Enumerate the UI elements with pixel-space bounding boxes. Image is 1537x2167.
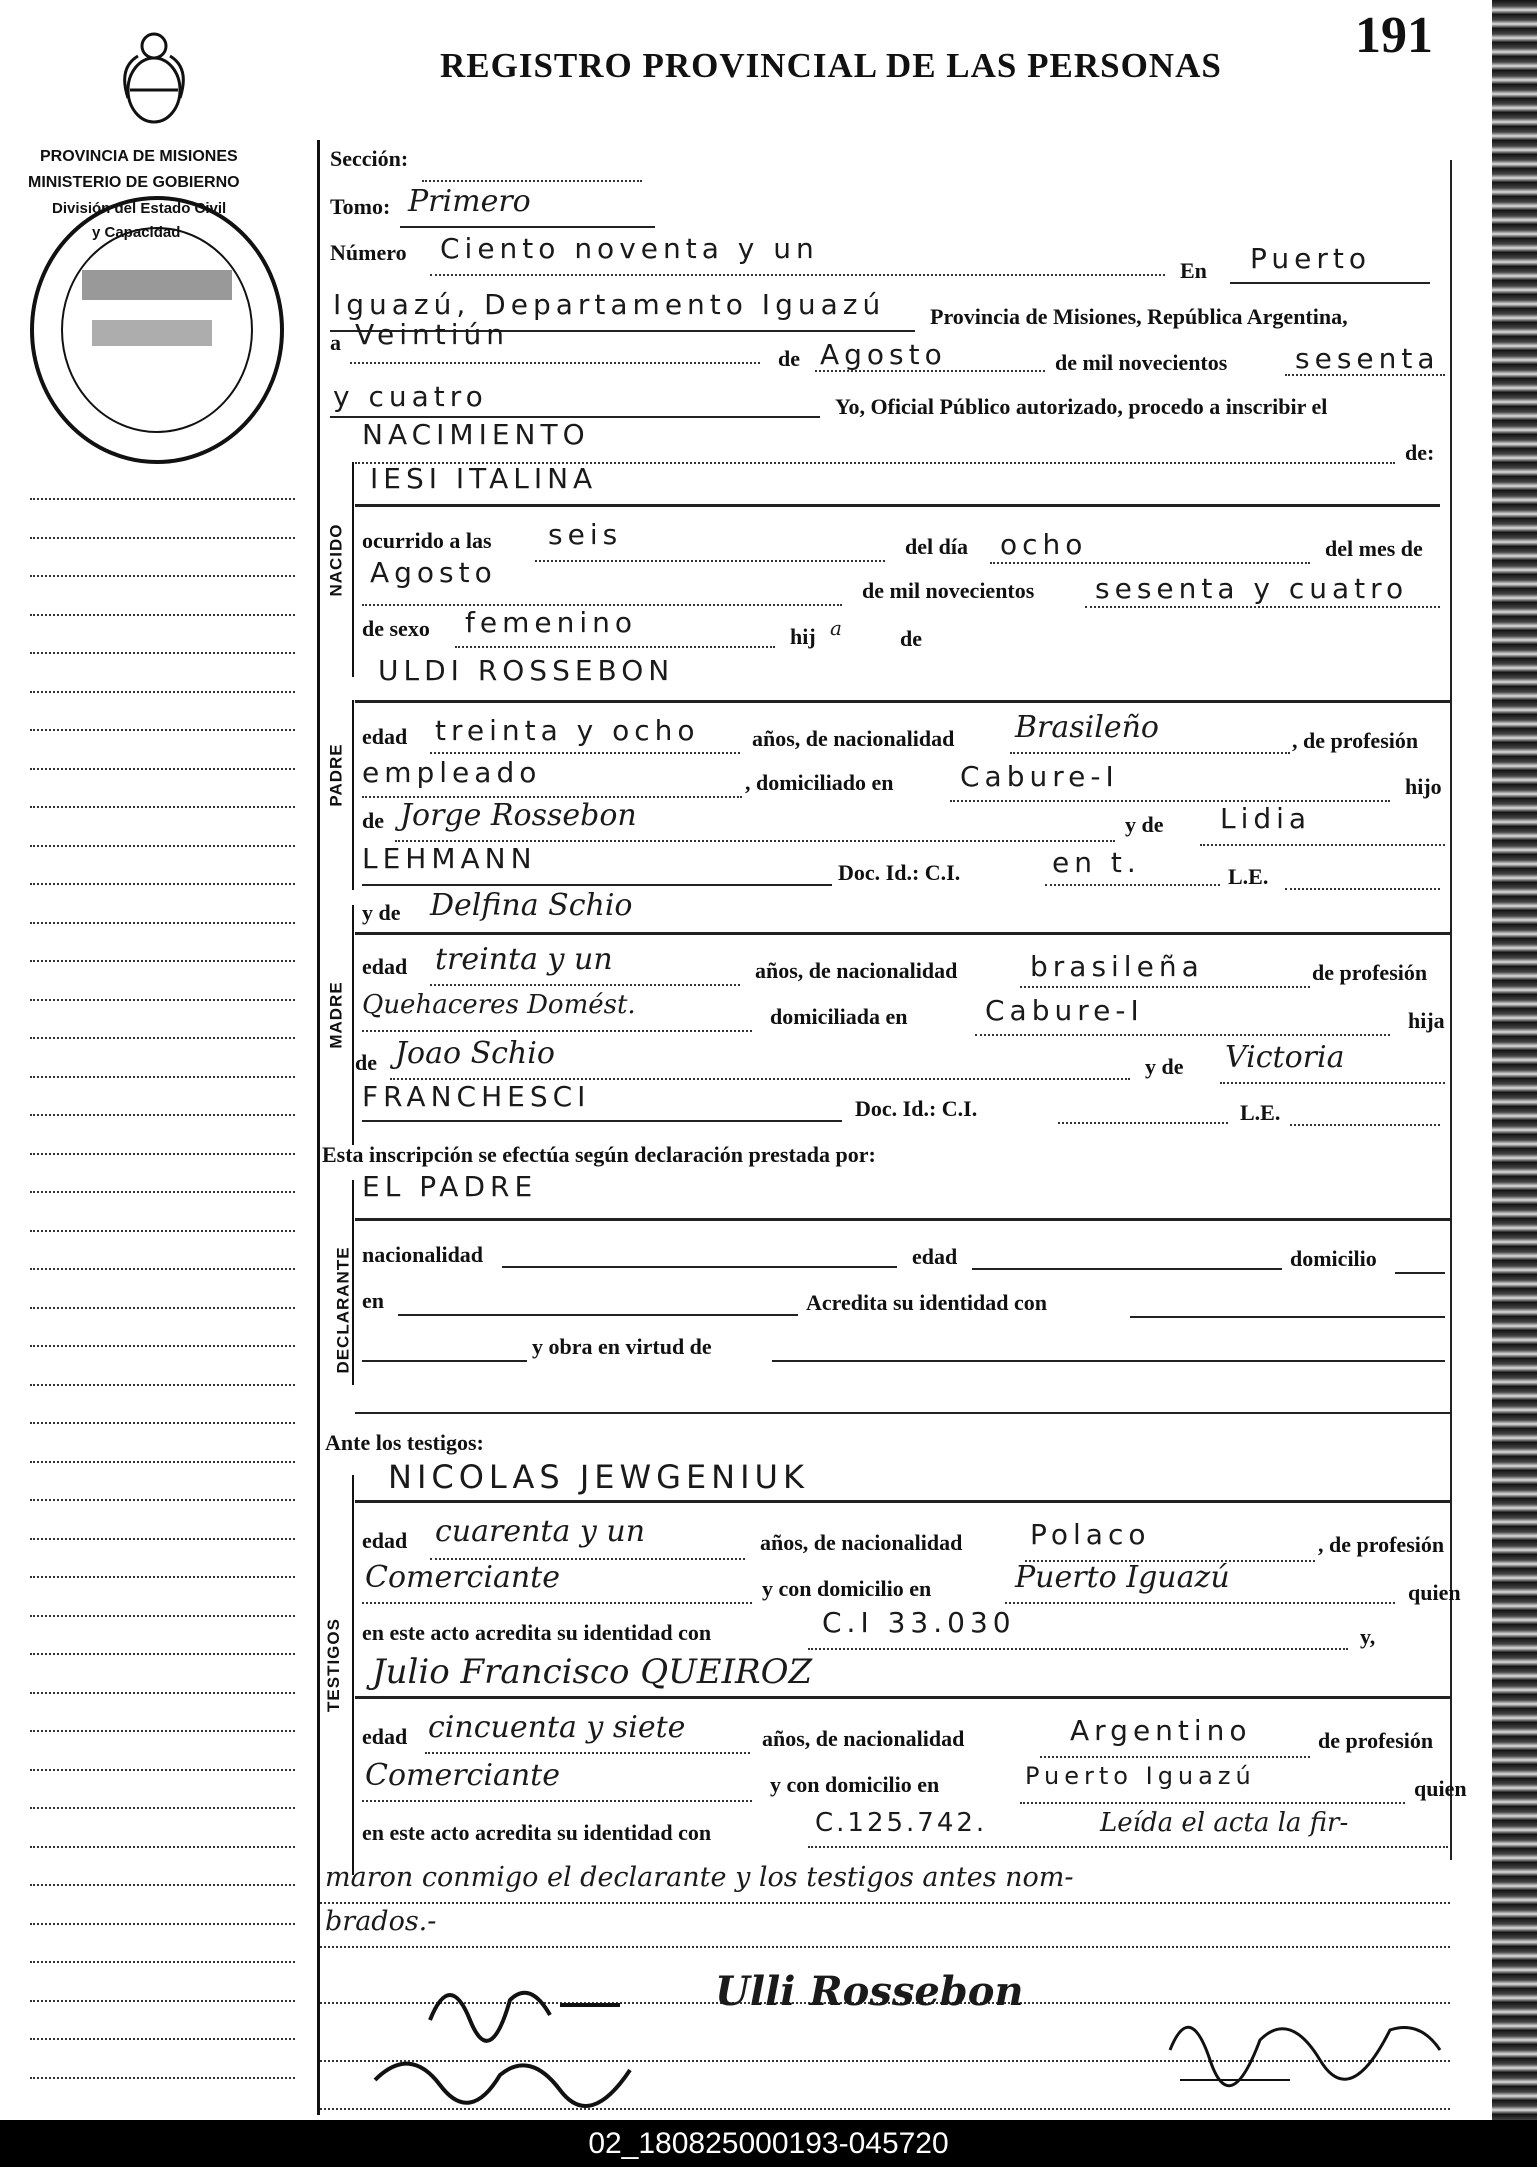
t2-acredita-label: en este acto acredita su identidad con xyxy=(362,1820,712,1845)
del-dia-label: del día xyxy=(905,534,968,559)
padre-apellido-madre: LEHMANN xyxy=(362,842,537,875)
mes-value: Agosto xyxy=(820,338,947,371)
margin-line xyxy=(30,1345,295,1347)
margin-line xyxy=(30,1114,295,1116)
ante-testigos-label: Ante los testigos: xyxy=(325,1430,484,1455)
stamp-division: División del Estado Civil xyxy=(52,200,227,217)
nombre-nacido: IESI ITALINA xyxy=(370,462,598,495)
en-line xyxy=(1230,282,1430,284)
decl-obra-prefix-line xyxy=(362,1360,527,1362)
padre-ci-line xyxy=(1045,884,1220,886)
madre-dom-value: Cabure-I xyxy=(985,994,1144,1027)
lugar-value: Iguazú, Departamento Iguazú xyxy=(333,288,886,321)
margin-line xyxy=(30,1076,295,1078)
madre-apellido-line xyxy=(362,1120,842,1122)
madre-ci-line xyxy=(1058,1122,1228,1124)
margin-line xyxy=(30,537,295,539)
tomo-line xyxy=(400,226,655,228)
margin-line xyxy=(30,1268,295,1270)
sexo-line xyxy=(455,646,775,648)
side-label-testigos: TESTIGOS xyxy=(323,1618,343,1712)
testigo2-nombre: Julio Francisco QUEIROZ xyxy=(372,1652,813,1692)
padre-dom-line xyxy=(950,800,1390,802)
anio-line xyxy=(1285,374,1445,376)
de-mil2-label: de mil novecientos xyxy=(862,578,1035,603)
t2-ci-value: C.125.742. xyxy=(815,1808,988,1838)
margin-line xyxy=(30,1653,295,1655)
margin-line xyxy=(30,999,295,1001)
madre-dom-line xyxy=(975,1034,1390,1036)
stamp-ministry: MINISTERIO DE GOBIERNO xyxy=(28,174,240,191)
signature-padre: Ulli Rossebon xyxy=(715,1968,1024,2015)
cierre-line3-rule xyxy=(320,1946,1450,1948)
anio-nac-line xyxy=(1085,606,1440,608)
madre-domiciliada-label: domiciliada en xyxy=(770,1004,908,1029)
decl-acredita-label: Acredita su identidad con xyxy=(806,1290,1048,1315)
madre-nac-value: brasileña xyxy=(1030,950,1204,983)
madre-profesion-label: de profesión xyxy=(1312,960,1428,985)
de2-label: de xyxy=(900,626,922,651)
madre-apellido-madre: FRANCHESCI xyxy=(362,1080,591,1113)
t2-dom-line xyxy=(1020,1802,1405,1804)
decl-acredita-line xyxy=(1130,1316,1445,1318)
sexo-label: de sexo xyxy=(362,616,430,641)
madre-edad-label: edad xyxy=(362,954,408,979)
t1-dom-line xyxy=(1005,1602,1395,1604)
t2-domicilio-label: y con domicilio en xyxy=(770,1772,940,1797)
acto-value: NACIMIENTO xyxy=(362,418,590,451)
decl-nacionalidad-line xyxy=(502,1266,897,1268)
dia-line xyxy=(350,362,760,364)
tomo-value: Primero xyxy=(408,184,531,219)
padre-edad-line xyxy=(430,752,740,754)
t1-prof-line xyxy=(362,1602,752,1604)
margin-line xyxy=(30,1692,295,1694)
footer-code: 02_180825000193-045720 xyxy=(0,2120,1537,2167)
madre-nac-line xyxy=(1020,986,1310,988)
margin-line xyxy=(30,498,295,500)
padre-nombre-line xyxy=(355,700,1450,703)
anio-nac-value: sesenta y cuatro xyxy=(1095,572,1409,605)
t2-ci-line xyxy=(808,1846,1448,1848)
cierre-line2: maron conmigo el declarante y los testigos antes nom- xyxy=(325,1862,1074,1893)
madre-de-label: de xyxy=(355,1050,377,1075)
sexo-value: femenino xyxy=(465,606,637,639)
signature-scribble-2 xyxy=(370,2040,670,2115)
margin-line xyxy=(30,1538,295,1540)
t1-ci-line xyxy=(808,1648,1348,1650)
madre-prof-value: Quehaceres Domést. xyxy=(362,990,636,1020)
hij-suffix: a xyxy=(830,616,842,640)
decl-en-label: en xyxy=(362,1288,384,1313)
decl-nacionalidad-label: nacionalidad xyxy=(362,1242,484,1267)
esta-inscripcion-text: Esta inscripción se efectúa según declaración prestada por: xyxy=(322,1142,876,1167)
hora-line xyxy=(535,560,885,562)
margin-line xyxy=(30,2077,295,2079)
padre-domiciliado-label: , domiciliado en xyxy=(745,770,894,795)
provincia-text: Provincia de Misiones, República Argentina, xyxy=(930,304,1348,329)
t1-anios-label: años, de nacionalidad xyxy=(760,1530,963,1555)
mes-line xyxy=(815,370,1045,372)
padre-profesion-label: , de profesión xyxy=(1292,728,1419,753)
del-mes-label: del mes de xyxy=(1325,536,1423,561)
nombre-line xyxy=(355,504,1440,507)
margin-line xyxy=(30,1769,295,1771)
t2-nac-line xyxy=(1040,1756,1310,1758)
testigo1-nombre: NICOLAS JEWGENIUK xyxy=(388,1458,809,1496)
mes-nac-value: Agosto xyxy=(370,556,497,589)
decl-edad-label: edad xyxy=(912,1244,958,1269)
margin-line xyxy=(30,575,295,577)
stamp-province: PROVINCIA DE MISIONES xyxy=(40,148,238,165)
hij-label: hij xyxy=(790,624,816,649)
margin-line xyxy=(30,1923,295,1925)
padre-hijo-label: hijo xyxy=(1405,774,1442,799)
decl-y-obra-label: y obra en virtud de xyxy=(532,1334,712,1359)
margin-line xyxy=(30,1037,295,1039)
decl-end-line xyxy=(355,1412,1450,1414)
t2-quien-label: quien xyxy=(1414,1776,1467,1801)
padre-edad-label: edad xyxy=(362,724,408,749)
margin-line xyxy=(30,768,295,770)
t2-dom-value: Puerto Iguazú xyxy=(1025,1762,1256,1790)
t1-edad-label: edad xyxy=(362,1528,408,1553)
en-value: Puerto xyxy=(1250,242,1371,275)
madre-doc-label: Doc. Id.: C.I. xyxy=(855,1096,978,1121)
margin-line xyxy=(30,652,295,654)
side-label-nacido: NACIDO xyxy=(326,523,346,597)
margin-line xyxy=(30,1884,295,1886)
margin-line xyxy=(30,691,295,693)
side-label-declarante: DECLARANTE xyxy=(333,1246,353,1374)
margin-line xyxy=(30,1576,295,1578)
madre-y-de-label: y de xyxy=(362,900,401,925)
cierre-line3: brados.- xyxy=(325,1906,437,1937)
en-label: En xyxy=(1180,258,1207,283)
madre-anios-label: años, de nacionalidad xyxy=(755,958,958,983)
madre-hija-label: hija xyxy=(1408,1008,1445,1033)
padre-apellido-line xyxy=(362,884,832,886)
tomo-label: Tomo: xyxy=(330,194,391,219)
decl-domicilio-label: domicilio xyxy=(1290,1246,1377,1271)
decl-domicilio-line xyxy=(1395,1272,1445,1274)
padre-anios-label: años, de nacionalidad xyxy=(752,726,955,751)
madre-nombre-line xyxy=(355,932,1450,935)
anio-value: sesenta xyxy=(1295,342,1440,375)
madre-le-line xyxy=(1290,1124,1440,1126)
hora-value: seis xyxy=(548,518,623,551)
padre-ci-value: en t. xyxy=(1052,846,1141,879)
stamp-capacidad: y Capacidad xyxy=(92,224,181,241)
margin-line xyxy=(30,1153,295,1155)
t2-anios-label: años, de nacionalidad xyxy=(762,1726,965,1751)
t1-y-label: y, xyxy=(1360,1624,1376,1649)
madre-y-de-line xyxy=(1220,1082,1445,1084)
t2-edad-line xyxy=(425,1752,750,1754)
padre-le-label: L.E. xyxy=(1228,864,1269,889)
signature-scribble-1 xyxy=(420,1960,640,2050)
declarante-value: EL PADRE xyxy=(362,1170,538,1203)
yo-oficial-text: Yo, Oficial Público autorizado, procedo a inscribir el xyxy=(835,394,1328,419)
t2-nac-value: Argentino xyxy=(1070,1714,1252,1747)
margin-line xyxy=(30,1384,295,1386)
de-label: de xyxy=(778,346,800,371)
madre-edad-line xyxy=(430,984,740,986)
padre-border xyxy=(352,700,354,890)
madre-hija-de-value: Joao Schio xyxy=(395,1036,555,1071)
decl-edad-line xyxy=(972,1268,1282,1270)
t1-prof-value: Comerciante xyxy=(365,1560,560,1595)
numero-value: Ciento noventa y un xyxy=(440,232,819,265)
padre-hijo-de-value: Jorge Rossebon xyxy=(400,798,637,833)
t1-edad-value: cuarenta y un xyxy=(435,1514,646,1549)
margin-line xyxy=(30,2000,295,2002)
margin-line xyxy=(30,1615,295,1617)
margin-line xyxy=(30,1461,295,1463)
testigo2-nombre-line xyxy=(355,1696,1450,1699)
padre-de-label: de xyxy=(362,808,384,833)
de-mil-label: de mil novecientos xyxy=(1055,350,1228,375)
t1-acredita-label: en este acto acredita su identidad con xyxy=(362,1620,712,1645)
a-label: a xyxy=(330,330,341,355)
padre-prof-value: empleado xyxy=(362,756,542,789)
margin-line xyxy=(30,1307,295,1309)
cierre-line2-rule xyxy=(320,1902,1450,1904)
nacido-border xyxy=(352,462,354,677)
declarante-line xyxy=(355,1218,1450,1221)
madre-y-de-value: Victoria xyxy=(1225,1040,1345,1075)
t2-edad-label: edad xyxy=(362,1724,408,1749)
t2-profesion-label: de profesión xyxy=(1318,1728,1434,1753)
t2-prof-line xyxy=(362,1800,752,1802)
margin-line xyxy=(30,1230,295,1232)
madre-le-label: L.E. xyxy=(1240,1100,1281,1125)
padre-doc-label: Doc. Id.: C.I. xyxy=(838,860,961,885)
margin-line xyxy=(30,1846,295,1848)
folio-number: 191 xyxy=(1355,7,1433,64)
padre-nombre: ULDI ROSSEBON xyxy=(378,654,675,687)
padre-nac-line xyxy=(1010,752,1290,754)
margin-line xyxy=(30,1807,295,1809)
margin-line xyxy=(30,922,295,924)
scan-edge xyxy=(1492,0,1537,2120)
dia-nac-value: ocho xyxy=(1000,528,1088,561)
t1-ci-value: C.I 33.030 xyxy=(822,1606,1016,1639)
decl-obra-line xyxy=(772,1360,1445,1362)
t2-prof-value: Comerciante xyxy=(365,1758,560,1793)
padre-edad-value: treinta y ocho xyxy=(435,714,700,747)
testigo1-nombre-line xyxy=(355,1500,1450,1503)
margin-line xyxy=(30,1961,295,1963)
cierre-line1: Leída el acta la fir- xyxy=(1100,1808,1349,1838)
padre-dom-value: Cabure-I xyxy=(960,760,1119,793)
official-seal-icon xyxy=(22,190,292,470)
t2-edad-value: cincuenta y siete xyxy=(428,1710,686,1745)
ocurrido-label: ocurrido a las xyxy=(362,528,492,553)
padre-nac-value: Brasileño xyxy=(1015,710,1159,745)
dia-nac-line xyxy=(990,562,1310,564)
margin-line xyxy=(30,806,295,808)
side-label-madre: MADRE xyxy=(326,981,346,1049)
margin-line xyxy=(30,1422,295,1424)
madre-y-de2-label: y de xyxy=(1145,1054,1184,1079)
testigos-border xyxy=(352,1475,354,1875)
seccion-line xyxy=(422,180,642,182)
numero-line xyxy=(430,274,1165,276)
t1-nac-value: Polaco xyxy=(1030,1518,1151,1551)
margin-line xyxy=(30,729,295,731)
t1-quien-label: quien xyxy=(1408,1580,1461,1605)
anio2-value: y cuatro xyxy=(333,380,488,413)
coat-of-arms-icon xyxy=(118,28,190,128)
seccion-label: Sección: xyxy=(330,146,409,171)
main-border-left xyxy=(317,140,320,2115)
padre-y-de-label: y de xyxy=(1125,812,1164,837)
t1-dom-value: Puerto Iguazú xyxy=(1015,1560,1230,1595)
padre-y-de-line xyxy=(1200,844,1445,846)
margin-line xyxy=(30,883,295,885)
madre-prof-line xyxy=(362,1030,752,1032)
de-colon-label: de: xyxy=(1405,440,1435,465)
margin-line xyxy=(30,614,295,616)
t1-domicilio-label: y con domicilio en xyxy=(762,1576,932,1601)
page-title: REGISTRO PROVINCIAL DE LAS PERSONAS xyxy=(440,46,1222,85)
padre-le-line xyxy=(1285,888,1440,890)
margin-line xyxy=(30,1730,295,1732)
margin-line xyxy=(30,960,295,962)
madre-border xyxy=(352,905,354,1145)
margin-line xyxy=(30,2038,295,2040)
margin-line xyxy=(30,845,295,847)
margin-line xyxy=(30,1499,295,1501)
side-label-padre: PADRE xyxy=(326,743,346,807)
decl-en-line xyxy=(398,1314,798,1316)
t1-profesion-label: , de profesión xyxy=(1318,1532,1445,1557)
madre-edad-value: treinta y un xyxy=(435,942,613,977)
margin-line xyxy=(30,1191,295,1193)
padre-y-de-value: Lidia xyxy=(1220,802,1312,835)
dia-value: Veintiún xyxy=(355,318,509,351)
numero-label: Número xyxy=(330,240,407,265)
signature-scribble-3 xyxy=(1150,1990,1450,2105)
madre-nombre: Delfina Schio xyxy=(430,888,633,923)
